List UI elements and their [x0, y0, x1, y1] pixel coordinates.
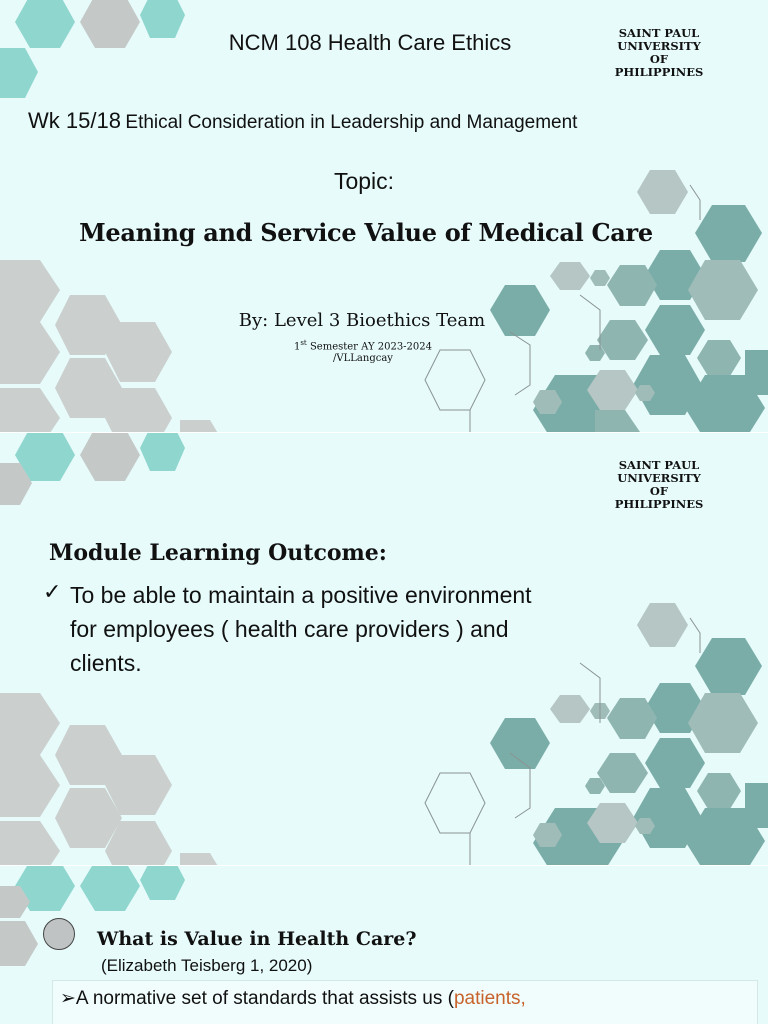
- outcome-slide: [0, 433, 768, 865]
- semester-line: [0, 339, 726, 352]
- university-line: OF: [649, 52, 669, 66]
- check-icon: ✓: [43, 579, 62, 604]
- university-logo-text: [600, 27, 718, 79]
- outcome-line: for employees ( health care providers ) and: [70, 616, 509, 642]
- university-logo-text: [600, 459, 718, 511]
- topic-label: Topic:: [333, 168, 395, 194]
- university-line: PHILIPPINES: [614, 497, 704, 511]
- citation: (Elizabeth Teisberg 1, 2020): [101, 956, 313, 975]
- topic-title: Meaning and Service Value of Medical Care: [79, 218, 653, 247]
- university-line: UNIVERSITY: [617, 39, 701, 53]
- author-line: /VLLangcay: [333, 353, 393, 364]
- week-heading: [28, 108, 577, 134]
- semester-text: Semester AY 2023-2024: [309, 341, 433, 353]
- left-gray-hexagons: [0, 693, 222, 865]
- top-left-hexagons: [0, 433, 185, 505]
- outcome-text: [70, 578, 532, 680]
- week-title: Ethical Consideration in Leadership and Management: [125, 112, 578, 133]
- title-slide: [0, 0, 768, 432]
- outcome-heading: Module Learning Outcome:: [49, 540, 387, 566]
- bullet-text: A normative set of standards that assists us (: [75, 988, 454, 1009]
- university-line: PHILIPPINES: [614, 65, 704, 79]
- value-slide: [0, 866, 768, 1024]
- value-heading: What is Value in Health Care?: [97, 928, 417, 950]
- outcome-line: clients.: [70, 650, 142, 676]
- bullet-highlight: patients,: [453, 988, 526, 1009]
- semester-ordinal: 1: [293, 341, 301, 353]
- right-hexagon-cluster: [490, 603, 768, 865]
- semester-superscript: st: [300, 339, 307, 347]
- university-line: SAINT PAUL: [618, 26, 700, 40]
- course-title: NCM 108 Health Care Ethics: [228, 30, 512, 55]
- arrow-bullet-icon: ➢: [60, 988, 76, 1009]
- bullet-item: [60, 987, 526, 1010]
- right-hexagon-cluster: [490, 170, 768, 432]
- week-number: Wk 15/18: [28, 108, 121, 133]
- circle-bullet-icon: [43, 918, 75, 950]
- university-line: OF: [649, 484, 669, 498]
- university-line: UNIVERSITY: [617, 471, 701, 485]
- university-line: SAINT PAUL: [618, 458, 700, 472]
- presenter-line: By: Level 3 Bioethics Team: [238, 310, 486, 331]
- outcome-line: To be able to maintain a positive environment: [70, 582, 532, 608]
